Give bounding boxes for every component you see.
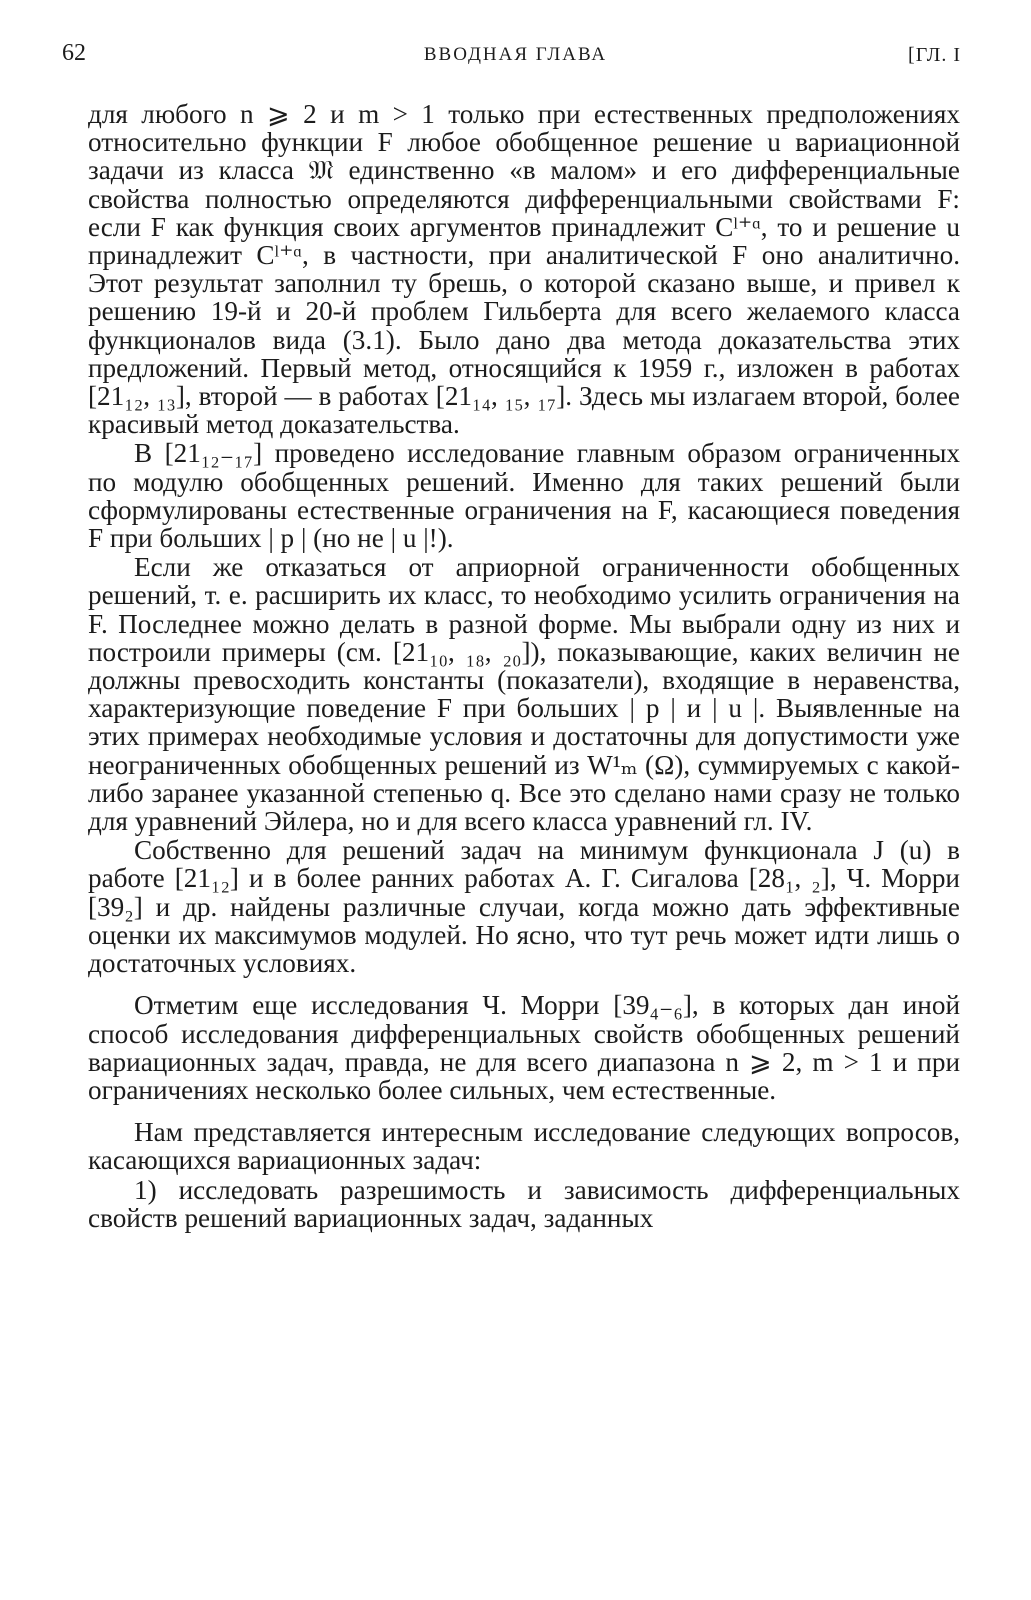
running-title: ВВОДНАЯ ГЛАВА — [423, 44, 608, 65]
body-text — [88, 100, 960, 1232]
chapter-reference: [ГЛ. I — [908, 44, 961, 66]
list-item: 1) исследовать разрешимость и зависимость дифференциальных свойств решений вариационных задач, заданных — [88, 1174, 960, 1233]
page-header — [0, 40, 1031, 80]
paragraph-continuation: для любого n ⩾ 2 и m > 1 только при естественных предположениях относительно функции F любое обобщенное решение u вариационной задачи из класса 𝔐 единственно «в малом» и его дифференциальные свойства полностью определяются дифференциальными свойствами F: если F как функция своих аргументов принадлежит Cˡ⁺ᵅ, то и решение u принадлежит Cˡ⁺ᵅ, в частности, при аналитической F оно аналитично. Этот результат заполнил ту брешь, о которой сказано выше, и привел к решению 19-й и 20-й проблем Гильберта для всего желаемого класса функционалов вида (3.1). Было дано два метода доказательства этих предложений. Первый метод, относящийся к 1959 г., изложен в работах [21₁₂, ₁₃], второй — в работах [21₁₄, ₁₅, ₁₇]. Здесь мы излагаем второй, более красивый метод доказательства. — [88, 99, 960, 440]
paragraph: Собственно для решений задач на минимум функционала J (u) в работе [21₁₂] и в более ранних работах А. Г. Сигалова [28₁, ₂], Ч. Морри [39₂] и др. найдены различные случаи, когда можно дать эффективные оценки их максимумов модулей. Но ясно, что тут речь может идти лишь о достаточных условиях. — [88, 835, 960, 979]
paragraph: Нам представляется интересным исследование следующих вопросов, касающихся вариационных задач: — [88, 1117, 960, 1176]
paragraph: В [21₁₂₋₁₇] проведено исследование главным образом ограниченных по модулю обобщенных решений. Именно для таких решений были сформулированы естественные ограничения на F, касающиеся поведения F при больших | p | (но не | u |!). — [88, 438, 960, 554]
paragraph: Если же отказаться от априорной ограниченности обобщенных решений, т. е. расширить их класс, то необходимо усилить ограничения на F. Последнее можно делать в разной форме. Мы выбрали одну из них и построили примеры (см. [21₁₀, ₁₈, ₂₀]), показывающие, каких величин не должны превосходить константы (показатели), входящие в неравенства, характеризующие поведение F при больших | p | и | u |. Выявленные на этих примерах необходимые условия и достаточны для допустимости уже неограниченных обобщенных решений из W¹ₘ (Ω), суммируемых с какой-либо заранее указанной степенью q. Все это сделано нами сразу не только для уравнений Эйлера, но и для всего класса уравнений гл. IV. — [88, 552, 960, 837]
page-number: 62 — [62, 40, 86, 66]
paragraph: Отметим еще исследования Ч. Морри [39₄₋₆], в которых дан иной способ исследования дифференциальных свойств обобщенных решений вариационных задач, правда, не для всего диапазона n ⩾ 2, m > 1 и при ограничениях несколько более сильных, чем естественные. — [88, 990, 960, 1105]
